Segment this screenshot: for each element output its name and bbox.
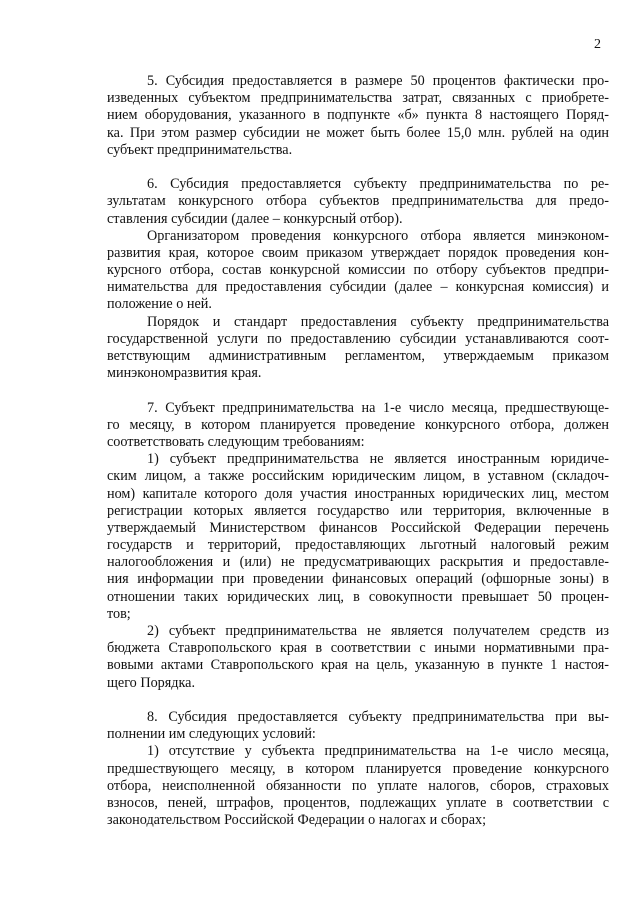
text-line: регистрации которых является государство или территория, включенные в — [107, 502, 609, 519]
text-line: налогообложения и (или) не предусматривающих раскрытия и предоставле- — [107, 554, 609, 571]
text-line: ния информации при проведении финансовых операций (офшорные зоны) в — [107, 571, 609, 588]
text-line: ном) капитале которого доля участия иностранных юридических лиц, местом — [107, 485, 609, 502]
text-line: полнении им следующих условий: — [107, 726, 316, 743]
text-line: ским лицом, а также российским юридическим лицом, в уставном (складоч- — [107, 468, 609, 485]
text-line: отношении таких юридических лиц, в совокупности превышает 50 процен- — [107, 588, 609, 605]
text-line: государств и территорий, предоставляющих льготный налоговый режим — [107, 537, 609, 554]
paragraph-gap — [107, 382, 609, 399]
text-line: утверждаемый Министерством финансов Российской Федерации перечень — [107, 519, 609, 536]
text-line: положение о ней. — [107, 296, 212, 313]
paragraph-gap — [107, 159, 609, 176]
text-line: Порядок и стандарт предоставления субъекту предпринимательства — [147, 313, 609, 330]
text-line: ка. При этом размер субсидии не может быть более 15,0 млн. рублей на один — [107, 124, 609, 141]
text-line: субъект предпринимательства. — [107, 141, 293, 158]
text-line: ставления субсидии (далее – конкурсный отбор). — [107, 210, 403, 227]
paragraph — [107, 73, 609, 159]
text-line: отбора, неисполненной обязанности по уплате налогов, сборов, страховых — [107, 777, 609, 794]
document-body — [107, 73, 609, 829]
paragraph — [107, 314, 609, 383]
text-line: предшествующего месяцу, в котором планируется проведение конкурсного — [107, 760, 609, 777]
text-line: 6. Субсидия предоставляется субъекту предпринимательства по ре- — [147, 176, 609, 193]
text-line: законодательством Российской Федерации о налогах и сборах; — [107, 812, 487, 829]
text-line: курсного отбора, состав конкурсной комиссии по отбору субъектов предпри- — [107, 262, 609, 279]
text-line: тов; — [107, 605, 131, 622]
text-line: минэкономразвития края. — [107, 365, 262, 382]
text-line: 2) субъект предпринимательства не является получателем средств из — [147, 623, 609, 639]
text-line: соответствовать следующим требованиям: — [107, 433, 365, 450]
text-line: 1) отсутствие у субъекта предпринимательства на 1-е число месяца, — [147, 743, 609, 760]
text-line: государственной услуги по предоставлению субсидии устанавливаются соот- — [107, 330, 609, 347]
text-line: зультатам конкурсного отбора субъектов предпринимательства для предо- — [107, 193, 609, 210]
text-line: 1) субъект предпринимательства не является иностранным юридиче- — [147, 451, 609, 468]
paragraph — [107, 451, 609, 623]
text-line: развития края, которое своим приказом утверждает порядок проведения кон- — [107, 244, 609, 261]
paragraph — [107, 743, 609, 829]
text-line: изведенных субъектом предпринимательства затрат, связанных с приобрете- — [107, 90, 609, 107]
text-line: 7. Субъект предпринимательства на 1-е число месяца, предшествующе- — [147, 399, 609, 416]
text-line: ветствующим административным регламентом, утверждаемым приказом — [107, 348, 609, 364]
paragraph — [107, 228, 609, 314]
text-line: Организатором проведения конкурсного отбора является минэконом- — [147, 227, 609, 244]
page-number: 2 — [594, 37, 601, 52]
paragraph — [107, 623, 609, 692]
text-line: нием оборудования, указанного в подпункте «б» пункта 8 настоящего Поряд- — [107, 107, 609, 124]
text-line: го месяцу, в котором планируется проведение конкурсного отбора, должен — [107, 416, 609, 433]
paragraph-gap — [107, 692, 609, 709]
text-line: щего Порядка. — [107, 674, 196, 691]
text-line: вовыми актами Ставропольского края на цель, указанную в пункте 1 настоя- — [107, 657, 609, 674]
text-line: взносов, пеней, штрафов, процентов, подлежащих уплате в соответствии с — [107, 794, 609, 811]
paragraph — [107, 400, 609, 452]
text-line: нимательства для предоставления субсидии (далее – конкурсная комиссия) и — [107, 279, 609, 296]
text-line: бюджета Ставропольского края в соответствии с иными нормативными пра- — [107, 640, 609, 657]
text-line: 5. Субсидия предоставляется в размере 50 процентов фактически про- — [147, 73, 609, 89]
paragraph — [107, 709, 609, 743]
paragraph — [107, 176, 609, 228]
text-line: 8. Субсидия предоставляется субъекту предпринимательства при вы- — [147, 708, 609, 725]
